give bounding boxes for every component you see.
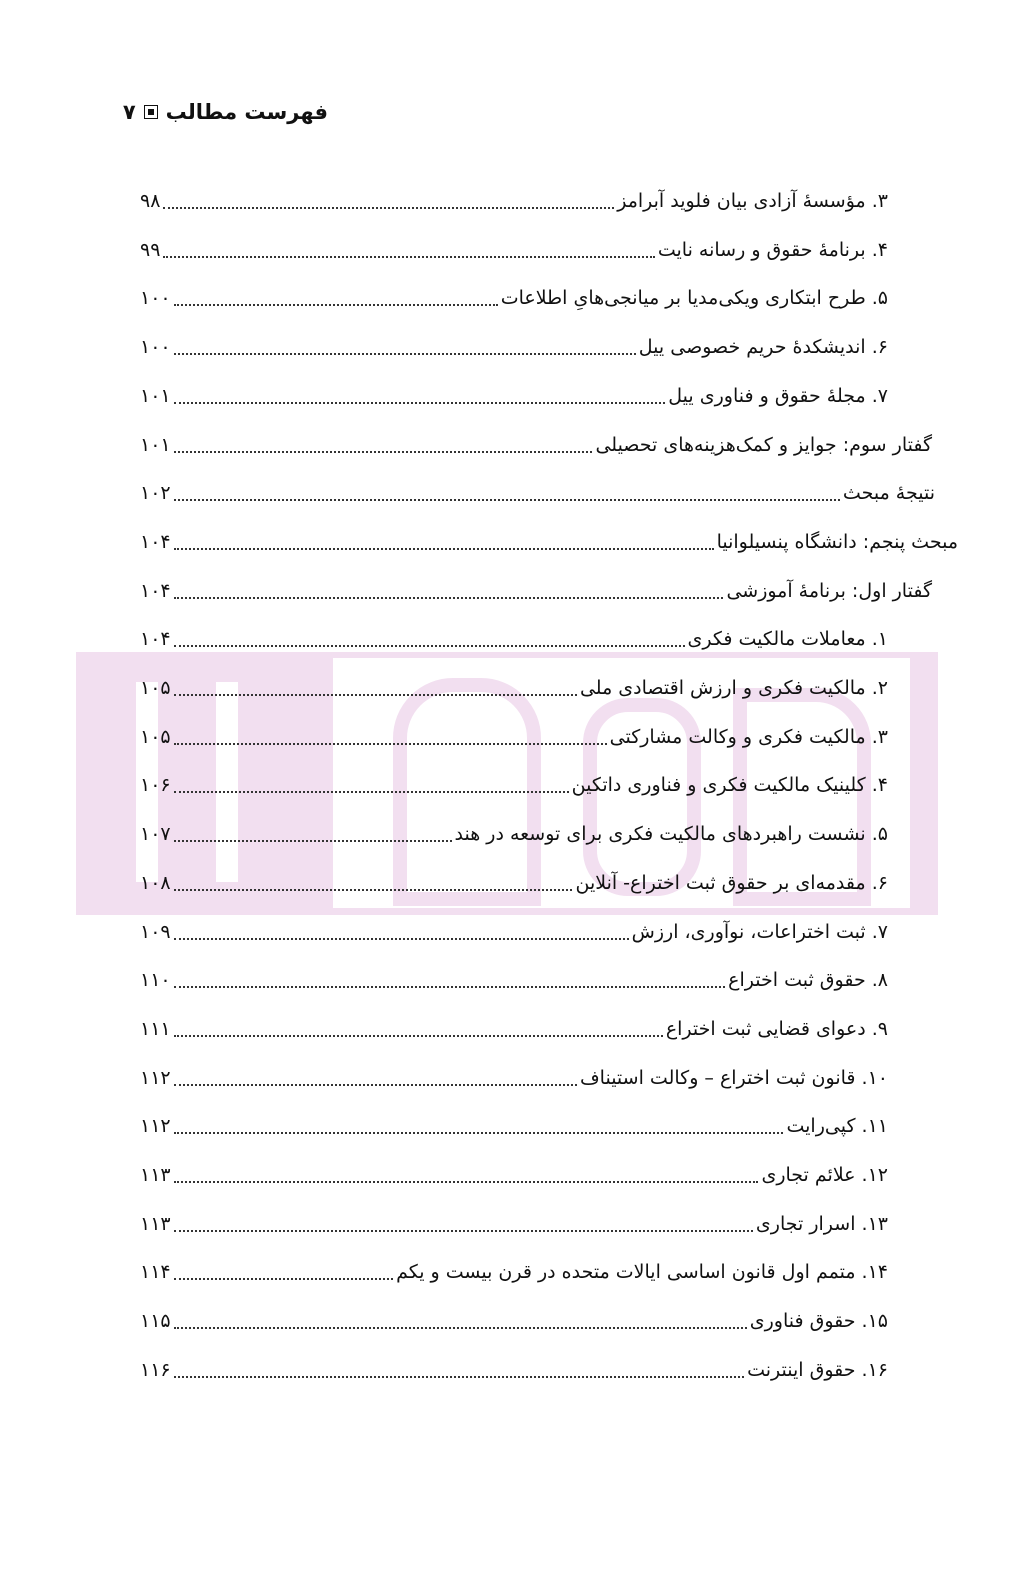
toc-entry-title: ۱۰. قانون ثبت اختراع – وکالت استیناف (579, 1066, 888, 1089)
toc-entry-page: ۱۱۴ (140, 1261, 171, 1284)
toc-entry-page: ۱۰۸ (140, 871, 171, 894)
dot-leader (174, 1327, 747, 1329)
toc-entry[interactable] (140, 233, 888, 267)
toc-entry-page: ۱۰۱ (140, 433, 171, 456)
toc-entry[interactable] (140, 915, 888, 949)
toc-entry-page: ۱۰۴ (140, 628, 171, 651)
toc-entry-page: ۱۰۵ (140, 677, 171, 699)
running-header (123, 100, 328, 124)
toc-entry[interactable] (140, 281, 888, 315)
toc-entry[interactable] (140, 476, 935, 510)
dot-leader (174, 1084, 577, 1086)
toc-entry-title: گفتار اول: برنامهٔ آموزشی (726, 579, 932, 602)
toc-entry[interactable] (140, 768, 888, 802)
toc-entry-page: ۱۰۲ (140, 482, 171, 505)
toc-entry-title: ۳. مؤسسهٔ آزادی بیان فلوید آبرامز (617, 190, 888, 212)
toc-entry-page: ۱۰۶ (140, 774, 171, 797)
toc-entry-page: ۱۱۳ (140, 1164, 171, 1186)
toc-entry[interactable] (140, 1158, 888, 1192)
toc-entry-page: ۹۹ (140, 238, 161, 261)
toc-entry-page: ۱۱۳ (140, 1212, 171, 1235)
toc-entry-title: ۱۳. اسرار تجاری (755, 1212, 888, 1235)
dot-leader (174, 840, 452, 842)
header-page-number: ۷ (122, 100, 136, 124)
toc-entry-title: ۳. مالکیت فکری و وکالت مشارکتی (609, 725, 888, 748)
toc-entry-title: ۱. معاملات مالکیت فکری (687, 628, 888, 651)
toc-entry[interactable] (140, 184, 888, 218)
toc-entry-title: ۱۵. حقوق فناوری (749, 1310, 888, 1333)
square-bullet-icon (144, 105, 158, 119)
dot-leader (174, 451, 593, 453)
toc-entry-title: ۸. حقوق ثبت اختراع (728, 969, 888, 992)
toc-entry-title: گفتار سوم: جوایز و کمک‌هزینه‌های تحصیلی (595, 433, 932, 456)
toc-entry-page: ۱۰۴ (140, 530, 171, 553)
toc-entry[interactable] (140, 963, 888, 997)
toc-entry[interactable] (140, 622, 888, 656)
toc-entry[interactable] (140, 866, 888, 900)
toc-entry-title: ۹. دعوای قضایی ثبت اختراع (665, 1017, 888, 1040)
toc-entry-title: ۵. نشست راهبردهای مالکیت فکری برای توسعه در هند (454, 823, 888, 846)
toc-entry-page: ۱۰۴ (140, 579, 171, 602)
toc-entry[interactable] (140, 720, 888, 754)
dot-leader (174, 889, 573, 891)
toc-entry-page: ۱۱۱ (140, 1017, 171, 1040)
toc-entry-page: ۱۰۰ (140, 336, 171, 359)
dot-leader (174, 1278, 393, 1280)
toc-entry[interactable] (140, 671, 888, 705)
toc-entry[interactable] (140, 1304, 888, 1338)
toc-entry[interactable] (140, 1012, 888, 1046)
toc-entry-title: ۱۴. متمم اول قانون اساسی ایالات متحده در قرن بیست و یکم (396, 1261, 888, 1284)
toc-entry-title: ۴. برنامهٔ حقوق و رسانه نایت (657, 238, 888, 261)
toc-entry-page: ۱۰۰ (140, 287, 171, 310)
toc-entry-page: ۱۱۵ (140, 1310, 171, 1333)
toc-entry-page: ۱۰۱ (140, 384, 171, 407)
dot-leader (174, 1132, 784, 1134)
toc-entry[interactable] (140, 1353, 888, 1387)
dot-leader (174, 304, 498, 306)
dot-leader (174, 791, 569, 793)
toc-entry-title: ۵. طرح ابتکاری ویکی‌مدیا بر میانجی‌هایِ اطلاعات (500, 287, 888, 310)
dot-leader (174, 1230, 753, 1232)
dot-leader (174, 499, 840, 501)
dot-leader (174, 694, 577, 696)
toc-entry[interactable] (140, 1207, 888, 1241)
toc-entry-title: ۷. ثبت اختراعات، نوآوری، ارزش (631, 920, 888, 943)
toc-entry-title: ۶. اندیشکدهٔ حریم خصوصی ییل (638, 336, 888, 359)
toc-entry-page: ۱۱۲ (140, 1115, 171, 1138)
dot-leader (174, 645, 685, 647)
toc-entry[interactable] (140, 428, 932, 462)
toc-entry-title: مبحث پنجم: دانشگاه پنسیلوانیا (716, 530, 958, 553)
toc-entry-page: ۱۱۶ (140, 1358, 171, 1381)
toc-entry[interactable] (140, 574, 932, 608)
dot-leader (163, 256, 654, 258)
dot-leader (174, 1376, 744, 1378)
toc-entry-page: ۹۸ (140, 190, 161, 212)
toc-entry[interactable] (140, 817, 888, 851)
toc-entry-page: ۱۰۹ (140, 920, 171, 943)
toc-entry[interactable] (140, 379, 888, 413)
toc-entry-title: ۴. کلینیک مالکیت فکری و فناوری داتکین (571, 774, 888, 797)
toc-entry-title: ۷. مجلهٔ حقوق و فناوری ییل (668, 384, 888, 407)
toc-entry-title: ۱۲. علائم تجاری (761, 1164, 888, 1186)
dot-leader (163, 207, 614, 209)
dot-leader (174, 743, 607, 745)
dot-leader (174, 1181, 759, 1183)
header-title: فهرست مطالب (165, 100, 328, 124)
toc-entry-title: ۱۱. کپی‌رایت (786, 1115, 888, 1138)
toc-entry-page: ۱۰۵ (140, 725, 171, 748)
dot-leader (174, 353, 636, 355)
toc-entry[interactable] (140, 1061, 888, 1095)
toc-entry-title: ۱۶. حقوق اینترنت (747, 1358, 888, 1381)
dot-leader (174, 938, 629, 940)
toc-entry-page: ۱۰۷ (140, 823, 171, 846)
dot-leader (174, 548, 714, 550)
toc-entry-title: نتیجهٔ مبحث (842, 482, 935, 505)
dot-leader (174, 986, 726, 988)
toc-entry-page: ۱۱۰ (140, 969, 171, 992)
toc-entry[interactable] (140, 525, 958, 559)
toc-entry-title: ۶. مقدمه‌ای بر حقوق ثبت اختراع- آنلاین (575, 871, 888, 894)
toc-entry[interactable] (140, 1109, 888, 1143)
dot-leader (174, 1035, 663, 1037)
dot-leader (174, 402, 666, 404)
toc-entry[interactable] (140, 330, 888, 364)
toc-entry[interactable] (140, 1255, 888, 1289)
dot-leader (174, 597, 724, 599)
toc-entry-page: ۱۱۲ (140, 1066, 171, 1089)
toc-entry-title: ۲. مالکیت فکری و ارزش اقتصادی ملی (579, 677, 888, 699)
